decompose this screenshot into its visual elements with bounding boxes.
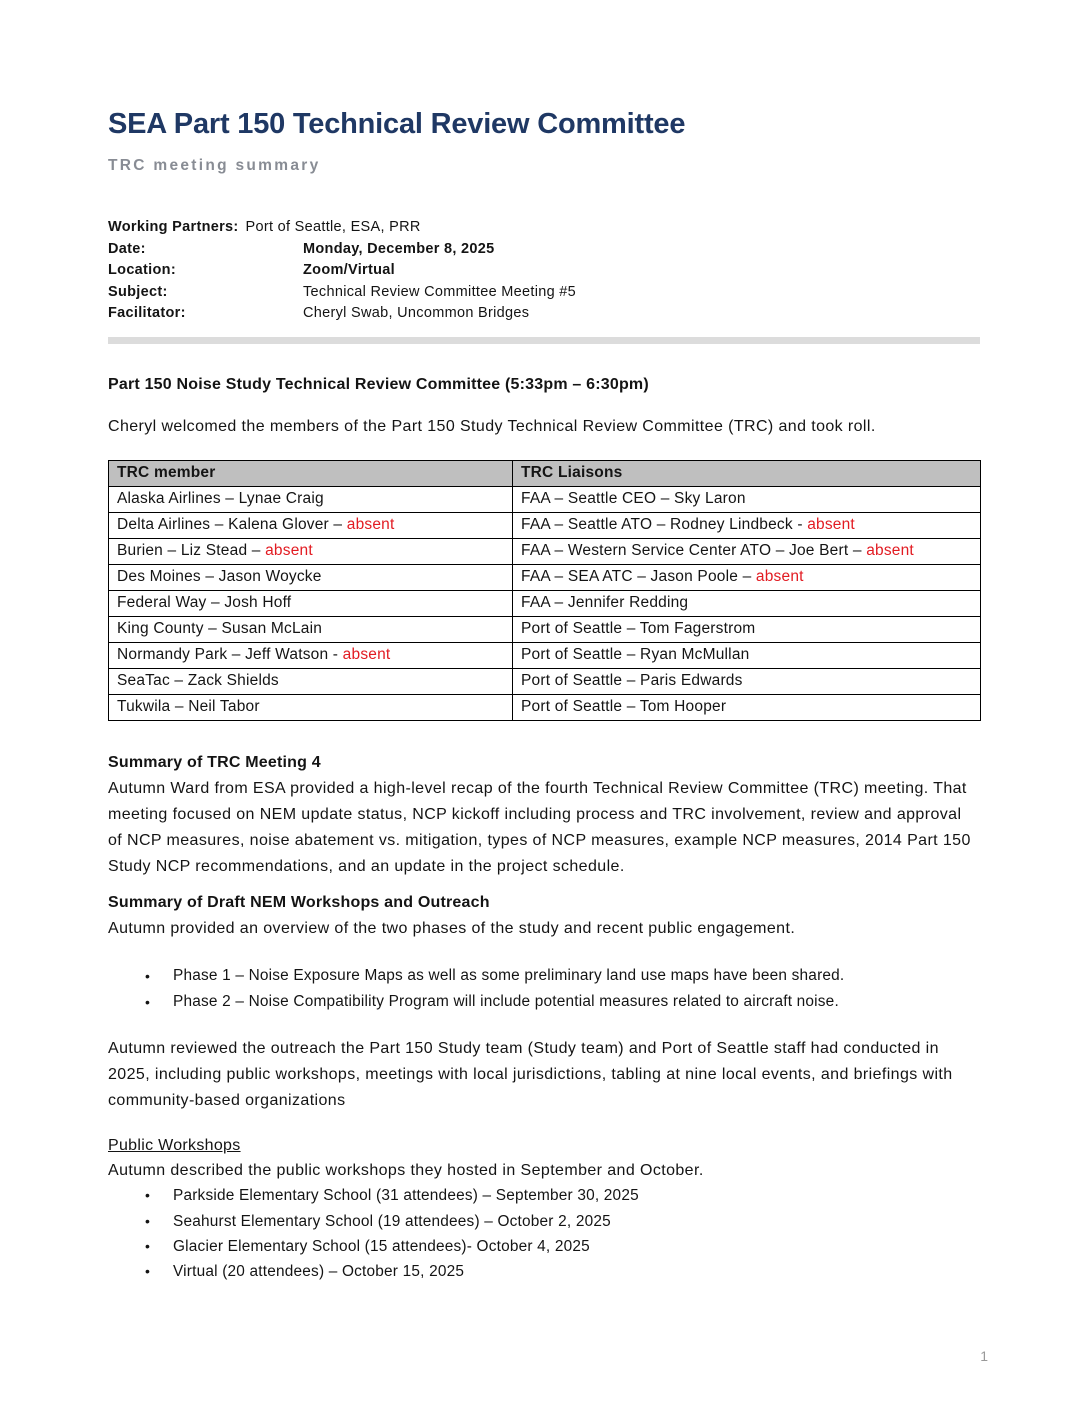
- absent-flag: absent: [807, 516, 855, 533]
- meta-value: Cheryl Swab, Uncommon Bridges: [303, 305, 530, 321]
- bullet-icon: •: [145, 1263, 151, 1280]
- list-item: [145, 963, 980, 989]
- table-header-row: [109, 460, 981, 486]
- subsection-paragraph: Autumn described the public workshops they hosted in September and October.: [108, 1161, 704, 1179]
- section-paragraph: Autumn provided an overview of the two phases of the study and recent public engagement.: [108, 919, 796, 937]
- meta-label: Facilitator:: [108, 305, 186, 321]
- list-item: [145, 989, 980, 1015]
- subsection-heading: Public Workshops: [108, 1136, 241, 1154]
- cell-trc-liaison: FAA – Jennifer Redding: [513, 590, 981, 616]
- table-row: [109, 590, 981, 616]
- phase-bullet-list: [108, 963, 980, 1015]
- meta-value: Monday, December 8, 2025: [303, 240, 495, 257]
- table-row: [109, 512, 981, 538]
- absent-flag: absent: [265, 542, 313, 559]
- absent-flag: absent: [755, 568, 804, 585]
- meta-row: [108, 217, 980, 239]
- meta-label: Date:: [108, 240, 146, 257]
- bullet-icon: •: [145, 967, 151, 984]
- list-item: [145, 1209, 980, 1234]
- cell-trc-member: Federal Way – Josh Hoff: [109, 590, 513, 616]
- attendance-table: [108, 460, 981, 721]
- meta-label: Working Partners:: [108, 219, 239, 235]
- list-item-text: Glacier Elementary School (15 attendees)- October 4, 2025: [173, 1237, 590, 1255]
- section-summary-nem: [108, 890, 980, 942]
- cell-trc-member: Des Moines – Jason Woycke: [109, 564, 513, 590]
- table-row: [109, 486, 981, 512]
- cell-trc-liaison: Port of Seattle – Tom Hooper: [513, 694, 981, 720]
- cell-trc-liaison: FAA – SEA ATC – Jason Poole – absent: [513, 564, 981, 590]
- cell-trc-liaison: FAA – Western Service Center ATO – Joe Bert – absent: [513, 538, 981, 564]
- outreach-paragraph: Autumn reviewed the outreach the Part 150 Study team (Study team) and Port of Seattle staff had conducted in 2025, including public workshops, meetings with local jurisdictions, tabling at nine local events, and briefings with community-based organizations: [108, 1039, 953, 1109]
- cell-trc-liaison: Port of Seattle – Ryan McMullan: [513, 642, 981, 668]
- column-header-trc-member: TRC member: [109, 460, 513, 486]
- cell-trc-member: Tukwila – Neil Tabor: [109, 694, 513, 720]
- list-item-text: Phase 1 – Noise Exposure Maps as well as some preliminary land use maps have been shared.: [173, 966, 845, 984]
- page-number: 1: [980, 1348, 988, 1364]
- table-row: [109, 564, 981, 590]
- meta-row: [108, 282, 980, 304]
- list-item-text: Phase 2 – Noise Compatibility Program will include potential measures related to aircraft noise.: [173, 992, 839, 1010]
- cell-trc-member: SeaTac – Zack Shields: [109, 668, 513, 694]
- meta-row: [108, 260, 980, 282]
- table-row: [109, 538, 981, 564]
- meta-value: Zoom/Virtual: [303, 262, 395, 278]
- list-item: [145, 1234, 980, 1259]
- list-item-text: Seahurst Elementary School (19 attendees) – October 2, 2025: [173, 1212, 611, 1230]
- meta-label: Location:: [108, 262, 176, 278]
- section-public-workshops: [108, 1133, 980, 1285]
- cell-trc-member: King County – Susan McLain: [109, 616, 513, 642]
- cell-trc-member: Normandy Park – Jeff Watson - absent: [109, 642, 513, 668]
- meeting-intro: Cheryl welcomed the members of the Part 150 Study Technical Review Committee (TRC) and took roll.: [108, 417, 876, 435]
- document-subtitle: TRC meeting summary: [108, 157, 321, 174]
- cell-trc-liaison: FAA – Seattle CEO – Sky Laron: [513, 486, 981, 512]
- page-title: SEA Part 150 Technical Review Committee: [108, 108, 686, 140]
- cell-trc-member: Alaska Airlines – Lynae Craig: [109, 486, 513, 512]
- meta-label: Subject:: [108, 283, 168, 300]
- list-item: [145, 1183, 980, 1208]
- absent-flag: absent: [866, 542, 914, 559]
- section-heading: Summary of TRC Meeting 4: [108, 753, 321, 771]
- list-item: [145, 1259, 980, 1284]
- cell-trc-member: Delta Airlines – Kalena Glover – absent: [109, 512, 513, 538]
- meta-value: Port of Seattle, ESA, PRR: [245, 219, 421, 235]
- column-header-trc-liaisons: TRC Liaisons: [513, 460, 981, 486]
- section-heading: Summary of Draft NEM Workshops and Outreach: [108, 893, 490, 911]
- bullet-icon: •: [145, 993, 151, 1010]
- meta-row: [108, 239, 980, 261]
- cell-trc-liaison: Port of Seattle – Paris Edwards: [513, 668, 981, 694]
- table-row: [109, 668, 981, 694]
- list-item-text: Parkside Elementary School (31 attendees) – September 30, 2025: [173, 1187, 639, 1205]
- workshop-bullet-list: [108, 1183, 980, 1284]
- section-summary-trc4: [108, 750, 980, 880]
- absent-flag: absent: [342, 646, 391, 663]
- meta-value: Technical Review Committee Meeting #5: [303, 283, 577, 300]
- meta-block: [108, 217, 980, 325]
- section-paragraph: Autumn Ward from ESA provided a high-level recap of the fourth Technical Review Committee (TRC) meeting. That meeting focused on NEM update status, NCP kickoff including process and TRC involvement, review and approval of NCP measures, noise abatement vs. mitigation, types of NCP measures, example NCP measures, 2014 Part 150 Study NCP recommendations, and an update in the project schedule.: [108, 779, 971, 875]
- section-divider: [108, 337, 980, 344]
- meta-row: [108, 303, 980, 325]
- bullet-icon: •: [145, 1187, 151, 1204]
- list-item-text: Virtual (20 attendees) – October 15, 2025: [173, 1263, 465, 1281]
- bullet-icon: •: [145, 1237, 151, 1254]
- table-row: [109, 616, 981, 642]
- meeting-heading: Part 150 Noise Study Technical Review Committee (5:33pm – 6:30pm): [108, 375, 649, 393]
- table-row: [109, 642, 981, 668]
- bullet-icon: •: [145, 1212, 151, 1229]
- absent-flag: absent: [346, 516, 395, 533]
- cell-trc-member: Burien – Liz Stead – absent: [109, 538, 513, 564]
- table-row: [109, 694, 981, 720]
- cell-trc-liaison: Port of Seattle – Tom Fagerstrom: [513, 616, 981, 642]
- cell-trc-liaison: FAA – Seattle ATO – Rodney Lindbeck - absent: [513, 512, 981, 538]
